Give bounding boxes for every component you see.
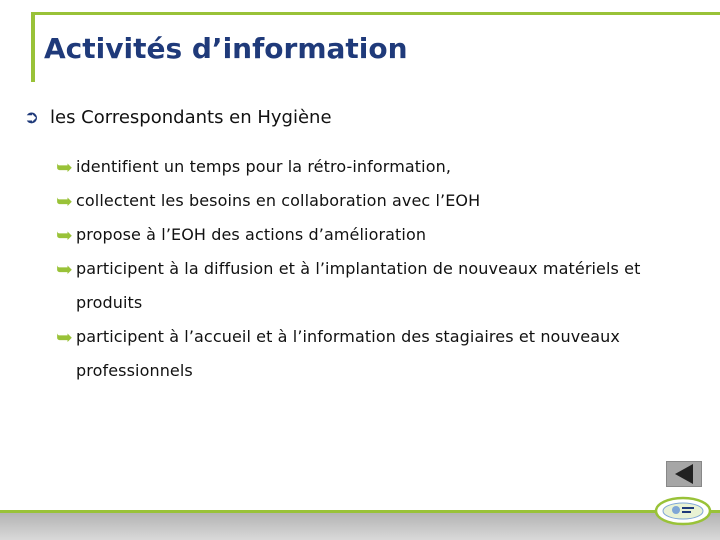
curved-arrow-icon: ➥ bbox=[56, 325, 73, 349]
level1-text: les Correspondants en Hygiène bbox=[50, 107, 332, 128]
level1-bullet-line bbox=[24, 107, 332, 128]
list-item bbox=[56, 184, 696, 218]
list-item-text: participent à l’accueil et à l’information des stagiaires et nouveaux professionnels bbox=[76, 327, 620, 380]
organization-logo-icon bbox=[654, 496, 712, 526]
curved-arrow-icon: ➥ bbox=[56, 189, 73, 213]
list-item bbox=[56, 320, 696, 388]
previous-slide-button[interactable] bbox=[666, 461, 702, 487]
list-item-text: identifient un temps pour la rétro-information, bbox=[76, 157, 452, 176]
sub-bullet-list bbox=[56, 150, 696, 388]
title-frame-left-line bbox=[31, 12, 35, 82]
list-item-text: propose à l’EOH des actions d’amélioration bbox=[76, 225, 427, 244]
title-frame-top-line bbox=[31, 12, 720, 15]
list-item bbox=[56, 218, 696, 252]
list-item-text: participent à la diffusion et à l’implantation de nouveaux matériels et produits bbox=[76, 259, 641, 312]
footer-bar bbox=[0, 510, 720, 540]
list-item bbox=[56, 252, 696, 320]
curved-arrow-icon: ➥ bbox=[56, 257, 73, 281]
triangle-left-icon bbox=[675, 464, 693, 484]
arrow-right-curved-icon: ➲ bbox=[24, 107, 40, 128]
curved-arrow-icon: ➥ bbox=[56, 223, 73, 247]
list-item bbox=[56, 150, 696, 184]
list-item-text: collectent les besoins en collaboration avec l’EOH bbox=[76, 191, 481, 210]
curved-arrow-icon: ➥ bbox=[56, 155, 73, 179]
slide-title: Activités d’information bbox=[44, 32, 408, 65]
